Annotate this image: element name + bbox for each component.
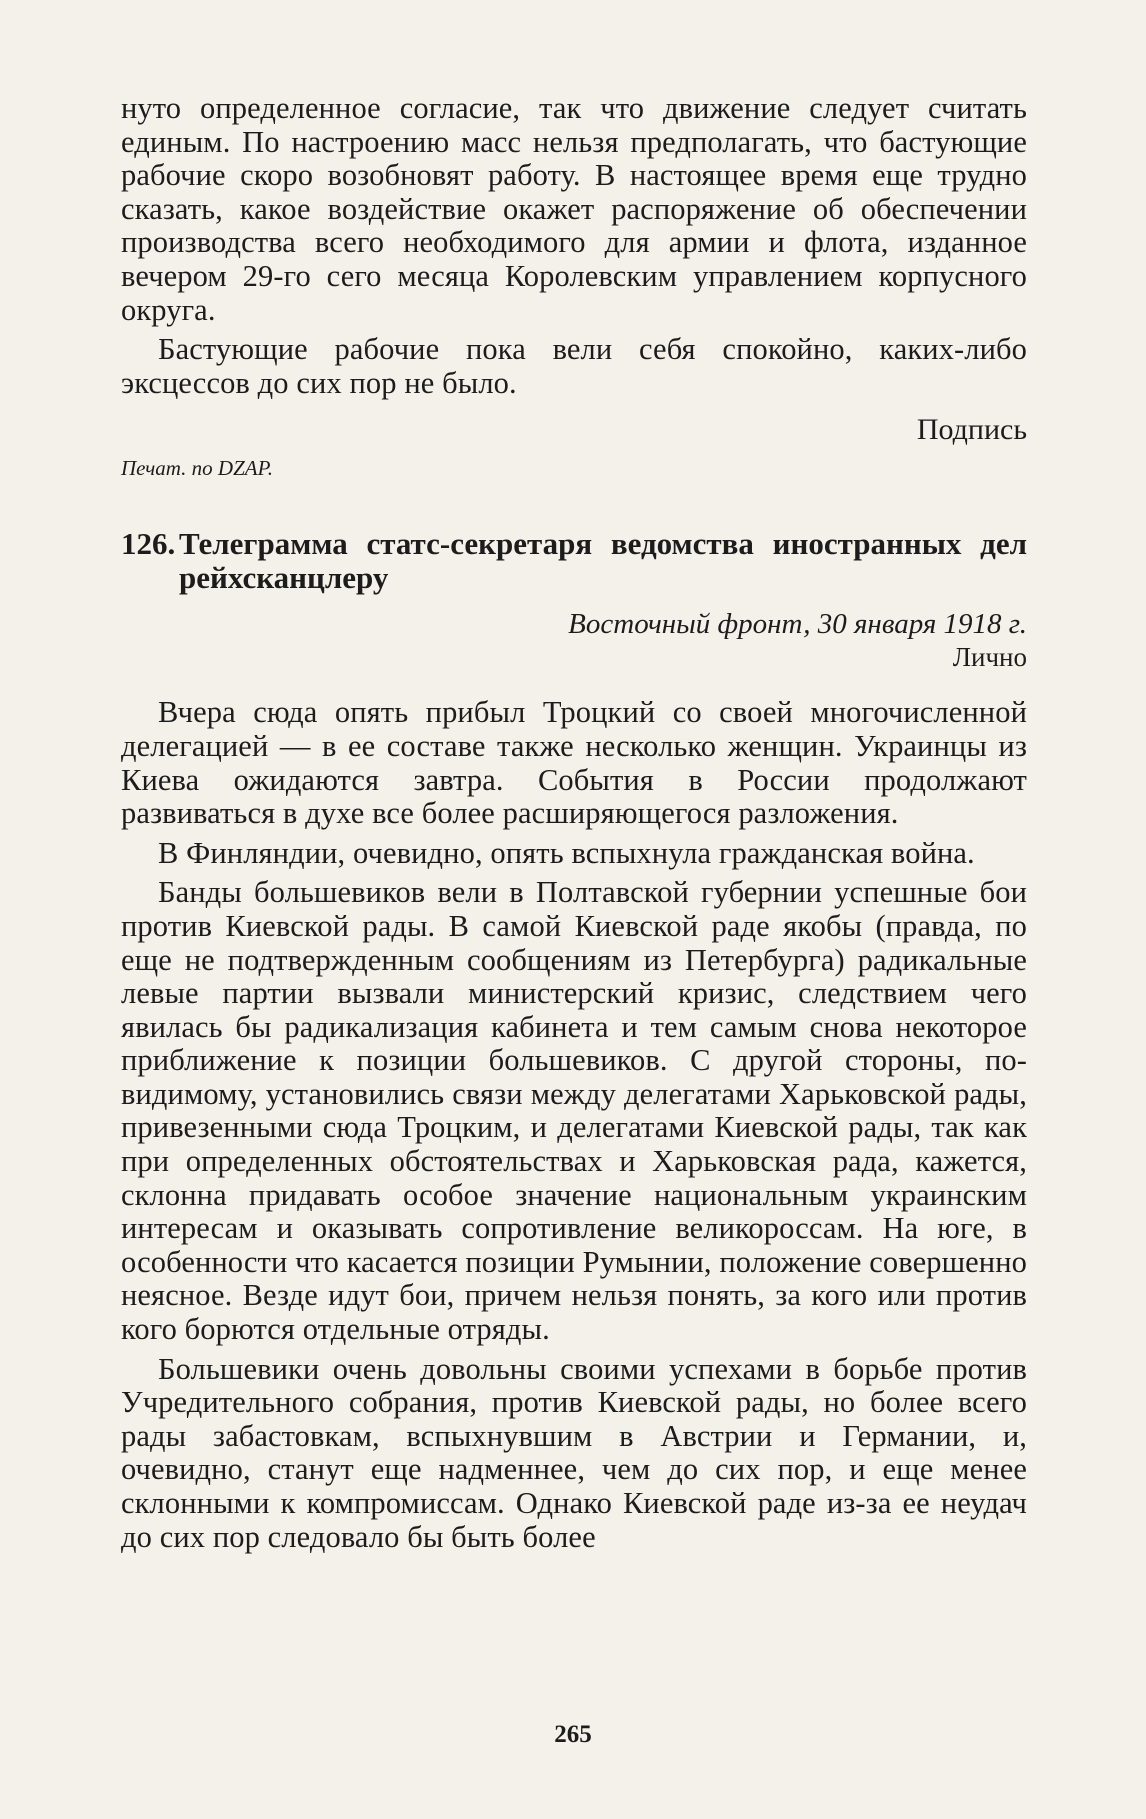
page-number: 265 bbox=[554, 1721, 592, 1748]
paragraph-bolsheviks-success: Большевики очень довольны своими успехами в борьбе против Учредительного собрания, против Киевской рады, но более всего рады забастовкам, вспыхнувшим в Австрии и Германии, и, очевидно, станут еще надменнее, чем до сих пор, и еще менее склонными к компромиссам. Однако Киевской раде из-за ее неудач до сих пор следовало бы быть более bbox=[121, 1351, 1027, 1554]
paragraph-finland: В Финляндии, очевидно, опять вспыхнула гражданская война. bbox=[158, 835, 975, 870]
paragraph-trotsky: Вчера сюда опять прибыл Троцкий со своей многочисленной делегацией — в ее составе также несколько женщин. Украинцы из Киева ожидаются завтра. События в России продолжают развиваться в духе все более расширяющегося разложения. bbox=[121, 695, 1027, 831]
document-page bbox=[121, 92, 1027, 1554]
heading-title: Телеграмма статс-секретаря ведомства иностранных дел рейхсканцлеру bbox=[179, 526, 1027, 595]
signature: Подпись bbox=[916, 413, 1027, 447]
paragraph-continued: нуто определенное согласие, так что движение следует считать единым. По настроению масс нельзя предполагать, что бастующие рабочие скоро возобновят работу. В настоящее время еще трудно сказать, какое воздействие окажет распоряжение об обеспечении производства всего необходимого для армии и флота, изданное вечером 29-го сего месяца Королевским управлением корпусного округа. bbox=[121, 91, 1027, 327]
signature-block bbox=[121, 400, 1027, 481]
paragraph-bolsheviks-rada: Банды большевиков вели в Полтавской губернии успешные бои против Киевской рады. В самой Киевской раде якобы (правда, по еще не подтвержденным сообщениям из Петербурга) радикальные левые партии вызвали министерский кризис, следствием чего явилась бы радикализация кабинета и тем самым снова некоторое приближение к позиции большевиков. С другой стороны, по-видимому, установились связи между делегатами Харьковской рады, привезенными сюда Троцким, и делегатами Киевской рады, так как при определенных обстоятельствах и Харьковская рада, кажется, склонна придавать особое значение национальным украинским интересам и оказывать сопротивление великороссам. На юге, в особенности что касается позиции Румынии, положение совершенно неясное. Везде идут бои, причем нельзя понять, за кого или против кого борются отдельные отряды. bbox=[121, 875, 1027, 1347]
dateline: Восточный фронт, 30 января 1918 г. bbox=[568, 608, 1027, 641]
personal-note: Лично bbox=[952, 642, 1027, 673]
heading-number: 126. bbox=[121, 526, 176, 562]
paragraph-strikers: Бастующие рабочие пока вели себя спокойно, каких-либо эксцессов до сих пор не было. bbox=[121, 332, 1027, 400]
source-note: Печат. по DZAP. bbox=[121, 456, 273, 481]
document-heading bbox=[121, 527, 1027, 594]
